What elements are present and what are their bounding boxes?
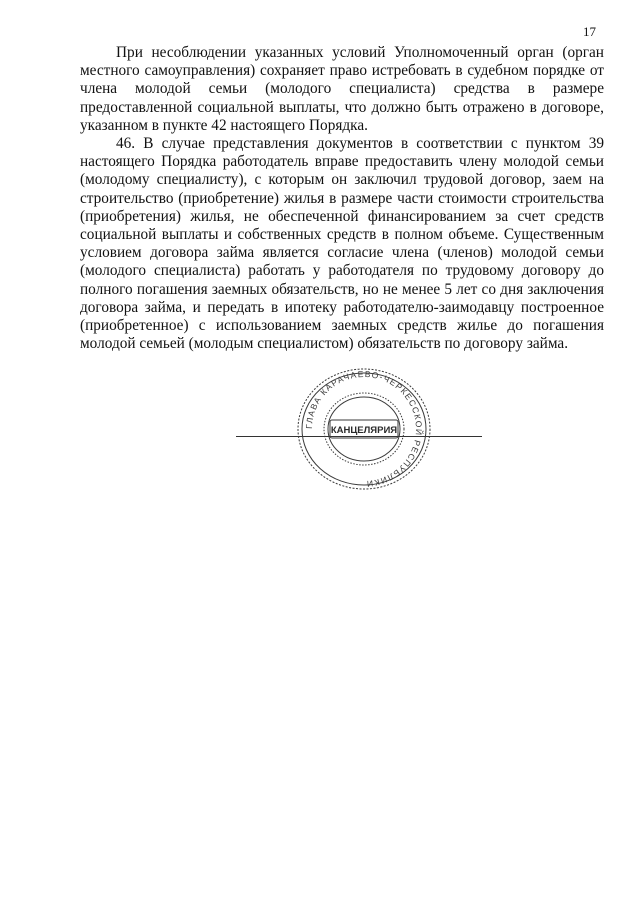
document-body xyxy=(80,44,604,353)
stamp-center-text: КАНЦЕЛЯРИЯ xyxy=(330,425,398,436)
stamp-ring-text: ГЛАВА КАРАЧАЕВО-ЧЕРКЕССКОЙ РЕСПУБЛИКИ xyxy=(303,368,425,490)
page-number: 17 xyxy=(583,24,596,39)
signature-area xyxy=(230,358,490,498)
official-stamp xyxy=(292,364,436,494)
paragraph-46: 46. В случае представления документов в соответствии с пунктом 39 настоящего Порядка работодатель вправе предоставить члену молодой семьи (молодому специалисту), с которым он заключил трудовой договор, заем на строительство (приобретение) жилья в размере части стоимости строительства (приобретения) жилья, не обеспеченной финансированием за счет средств социальной выплаты и собственных средств в полном объеме. Существенным условием договора займа является согласие члена (членов) молодой семьи (молодого специалиста) работать у работодателя по трудовому договору до полного погашения заемных обязательств, но не менее 5 лет со дня заключения договора займа, и передать в ипотеку работодателю-заимодавцу построенное (приобретенное) с использованием заемных средств жилье до погашения молодой семьей (молодым специалистом) обязательств по договору займа. xyxy=(80,135,604,353)
paragraph-conditions: При несоблюдении указанных условий Уполномоченный орган (орган местного самоуправления) сохраняет право истребовать в судебном порядке от члена молодой семьи (молодого специалиста) средства в размере предоставленной социальной выплаты, что должно быть отражено в договоре, указанном в пункте 42 настоящего Порядка. xyxy=(80,44,604,134)
